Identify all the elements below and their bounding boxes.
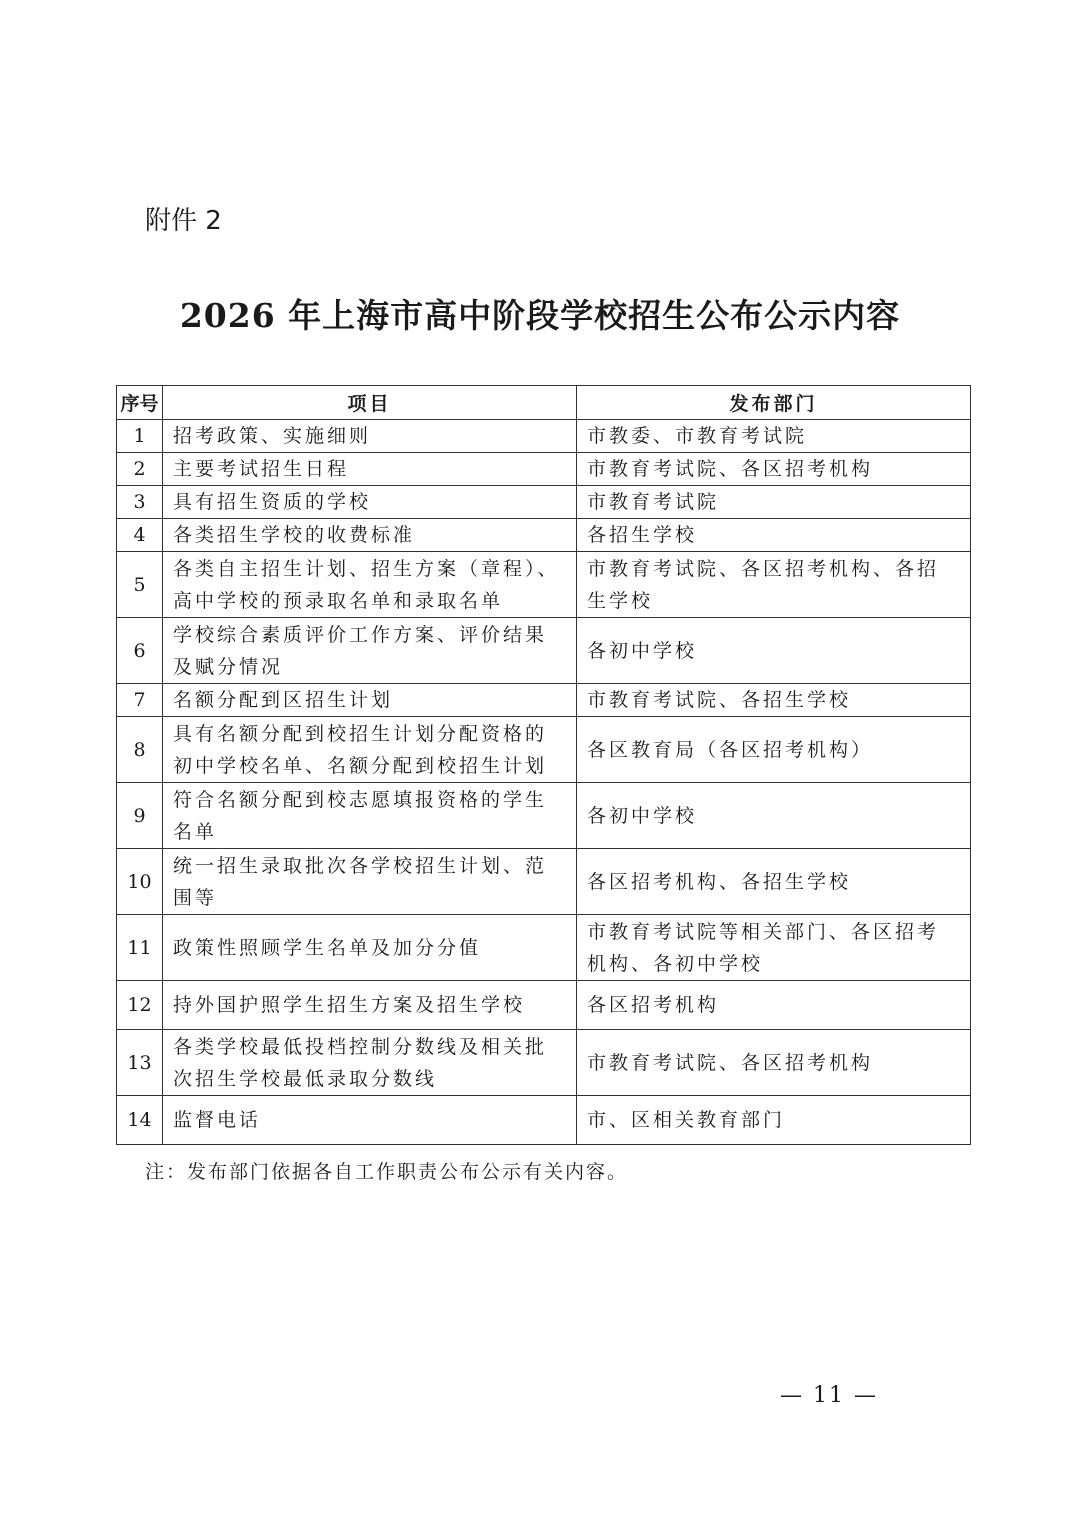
row-dept-cell: 市教育考试院、各区招考机构 — [577, 1030, 971, 1096]
table-row — [117, 684, 971, 717]
row-dept-cell: 各初中学校 — [577, 783, 971, 849]
row-item-cell: 符合名额分配到校志愿填报资格的学生名单 — [163, 783, 577, 849]
row-no-cell: 13 — [117, 1030, 163, 1096]
table-row — [117, 618, 971, 684]
row-no-cell: 1 — [117, 420, 163, 453]
row-no-cell: 14 — [117, 1096, 163, 1145]
table-row — [117, 420, 971, 453]
header-dept: 发布部门 — [577, 386, 971, 420]
row-dept-cell: 市、区相关教育部门 — [577, 1096, 971, 1145]
row-dept-cell: 市教育考试院等相关部门、各区招考机构、各初中学校 — [577, 915, 971, 981]
row-dept-cell: 各招生学校 — [577, 519, 971, 552]
table-row — [117, 486, 971, 519]
row-dept-cell: 各初中学校 — [577, 618, 971, 684]
header-no: 序号 — [117, 386, 163, 420]
row-item-cell: 名额分配到区招生计划 — [163, 684, 577, 717]
row-no-cell: 11 — [117, 915, 163, 981]
header-item: 项目 — [163, 386, 577, 420]
row-no-cell: 2 — [117, 453, 163, 486]
table-row — [117, 1096, 971, 1145]
table-row — [117, 453, 971, 486]
row-no-cell: 4 — [117, 519, 163, 552]
row-no-cell: 10 — [117, 849, 163, 915]
table-row — [117, 1030, 971, 1096]
row-item-cell: 具有名额分配到校招生计划分配资格的初中学校名单、名额分配到校招生计划 — [163, 717, 577, 783]
table-row — [117, 849, 971, 915]
table-row — [117, 981, 971, 1030]
row-item-cell: 招考政策、实施细则 — [163, 420, 577, 453]
row-dept-cell: 市教育考试院、各招生学校 — [577, 684, 971, 717]
attachment-label: 附件 2 — [145, 206, 222, 236]
row-dept-cell: 各区招考机构 — [577, 981, 971, 1030]
row-item-cell: 各类自主招生计划、招生方案（章程）、高中学校的预录取名单和录取名单 — [163, 552, 577, 618]
table-header-row — [117, 386, 971, 420]
row-no-cell: 5 — [117, 552, 163, 618]
document-title: 2026 年上海市高中阶段学校招生公布公示内容 — [179, 296, 901, 335]
row-item-cell: 统一招生录取批次各学校招生计划、范围等 — [163, 849, 577, 915]
table-row — [117, 783, 971, 849]
row-item-cell: 主要考试招生日程 — [163, 453, 577, 486]
table-row — [117, 915, 971, 981]
row-dept-cell: 各区招考机构、各招生学校 — [577, 849, 971, 915]
row-item-cell: 学校综合素质评价工作方案、评价结果及赋分情况 — [163, 618, 577, 684]
row-no-cell: 12 — [117, 981, 163, 1030]
row-item-cell: 持外国护照学生招生方案及招生学校 — [163, 981, 577, 1030]
table-note: 注：发布部门依据各自工作职责公布公示有关内容。 — [145, 1161, 629, 1183]
row-dept-cell: 市教育考试院 — [577, 486, 971, 519]
table-row — [117, 717, 971, 783]
row-item-cell: 监督电话 — [163, 1096, 577, 1145]
row-item-cell: 具有招生资质的学校 — [163, 486, 577, 519]
page-number: — 11 — — [780, 1383, 878, 1408]
row-no-cell: 6 — [117, 618, 163, 684]
table-row — [117, 519, 971, 552]
row-no-cell: 9 — [117, 783, 163, 849]
row-item-cell: 政策性照顾学生名单及加分分值 — [163, 915, 577, 981]
row-item-cell: 各类招生学校的收费标准 — [163, 519, 577, 552]
row-no-cell: 3 — [117, 486, 163, 519]
disclosure-table — [116, 385, 971, 1145]
row-no-cell: 8 — [117, 717, 163, 783]
row-dept-cell: 市教育考试院、各区招考机构、各招生学校 — [577, 552, 971, 618]
row-dept-cell: 市教育考试院、各区招考机构 — [577, 453, 971, 486]
row-dept-cell: 各区教育局（各区招考机构） — [577, 717, 971, 783]
table-row — [117, 552, 971, 618]
row-no-cell: 7 — [117, 684, 163, 717]
row-dept-cell: 市教委、市教育考试院 — [577, 420, 971, 453]
row-item-cell: 各类学校最低投档控制分数线及相关批次招生学校最低录取分数线 — [163, 1030, 577, 1096]
